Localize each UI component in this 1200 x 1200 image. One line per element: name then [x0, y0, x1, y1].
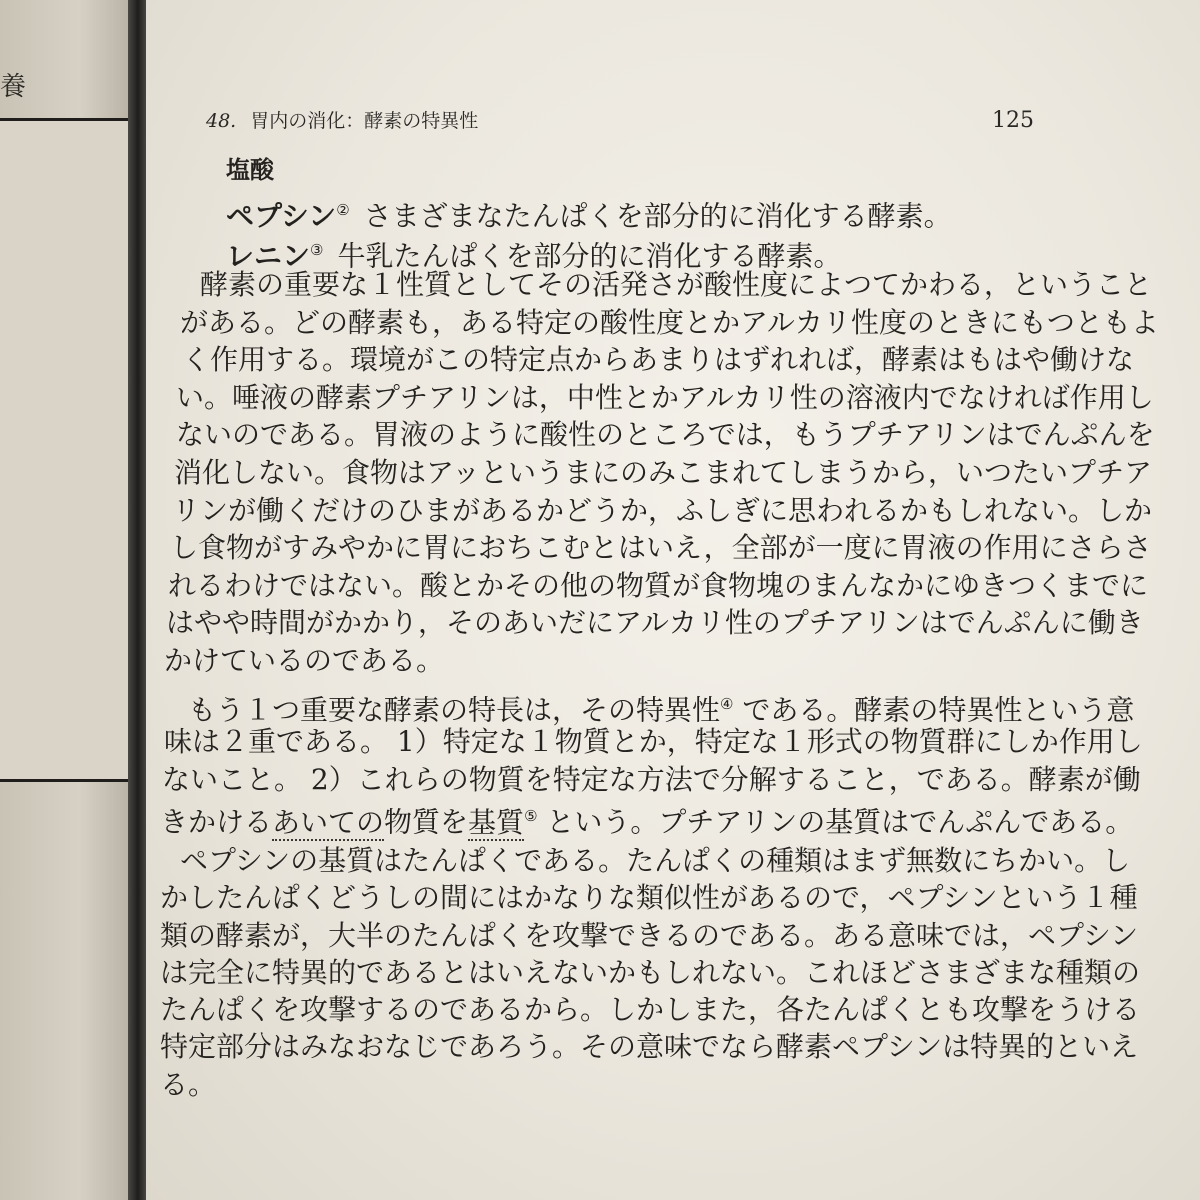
term-definition: さまざまなたんぱくを部分的に消化する酵素。 [363, 199, 952, 233]
underlined-word: あいての [272, 805, 385, 839]
text-line [160, 798, 1134, 839]
footnote-marker: ⑤ [524, 807, 538, 826]
text-line: 特定部分はみなおなじであろう。その意味でなら酵素ペプシンは特異的といえ [160, 1030, 1139, 1064]
page-number: 125 [992, 108, 1034, 133]
right-page [146, 0, 1200, 1200]
text-line: く作用する。環境がこの特定点からあまりはずれれば，酵素はもはや働けな [182, 343, 1135, 377]
footnote-marker: ④ [720, 694, 734, 713]
text-line: る。 [160, 1067, 217, 1101]
left-page-figure-frame [0, 118, 131, 782]
term-item [226, 190, 952, 233]
term-heading: 塩酸 [226, 156, 274, 184]
text-line: がある。どの酵素も，ある特定の酸性度とかアルカリ性度のときにもつともよ [180, 305, 1159, 339]
term-item [226, 230, 952, 273]
running-head [206, 106, 478, 133]
text-line: れるわけではない。酸とかその他の物質が食物塊のまんなかにゆきつくまでに [168, 568, 1149, 602]
text-line: ペプシンの基質はたんぱくである。たんぱくの種類はまず無数にちかい。し [180, 843, 1131, 877]
text-run: である。酵素の特異性という意 [733, 692, 1135, 726]
left-page-text-fragment: 養 [0, 72, 33, 102]
text-line: かけているのである。 [164, 643, 445, 677]
text-line: 酵素の重要な１性質としてその活発さが酸性度によつてかわる，ということ [200, 268, 1153, 301]
term-definition: 牛乳たんぱくを部分的に消化する酵素。 [337, 239, 842, 273]
section-title: 胃内の消化：酵素の特異性 [250, 110, 479, 132]
text-line: たんぱくを攻撃するのであるから。しかしまた，各たんぱくとも攻撃をうける [160, 993, 1141, 1027]
text-run: という。プチアリンの基質はでんぷんである。 [537, 805, 1134, 839]
text-run: 物質を [384, 805, 469, 839]
text-line: 類の酵素が，大半のたんぱくを攻撃できるのである。ある意味では，ペプシン [160, 918, 1139, 952]
term-list [226, 150, 952, 273]
text-line: はやや時間がかかり，そのあいだにアルカリ性のプチアリンはでんぷんに働き [166, 606, 1144, 640]
text-line [160, 686, 1135, 726]
term-name: レニン [226, 239, 311, 273]
text-line: かしたんぱくどうしの間にはかなりな類似性があるので，ペプシンという１種 [160, 881, 1138, 915]
text-line: 味は２重である。 1）特定な１物質とか，特定な１形式の物質群にしか作用し [164, 725, 1143, 759]
text-line: ないこと。 2）これらの物質を特定な方法で分解すること，である。酵素が働 [162, 762, 1141, 796]
underlined-word: 基質 [468, 805, 525, 839]
body-text [160, 266, 1159, 1103]
text-line: は完全に特異的であるとはいえないかもしれない。これほどさまざまな種類の [160, 955, 1141, 989]
text-run: もう１つ重要な酵素の特長は，その特異性 [188, 692, 721, 726]
text-line: リンが働くだけのひまがあるかどうか，ふしぎに思われるかもしれない。しか [172, 493, 1153, 527]
text-line: い。唾液の酵素プチアリンは，中性とかアルカリ性の溶液内でなければ作用し [176, 380, 1154, 414]
text-line: ないのである。胃液のように酸性のところでは，もうプチアリンはでんぷんを [176, 418, 1155, 452]
text-line: 消化しない。食物はアッというまにのみこまれてしまうから，いつたいプチア [174, 455, 1153, 489]
text-run: きかける [160, 805, 273, 839]
section-number: 48. [206, 110, 237, 132]
text-line: し食物がすみやかに胃におちこむとはいえ，全部が一度に胃液の作用にさらさ [170, 531, 1152, 565]
footnote-marker: ③ [310, 241, 324, 259]
left-page [0, 0, 132, 1200]
footnote-marker: ② [336, 201, 350, 219]
term-name: ペプシン [226, 199, 337, 233]
